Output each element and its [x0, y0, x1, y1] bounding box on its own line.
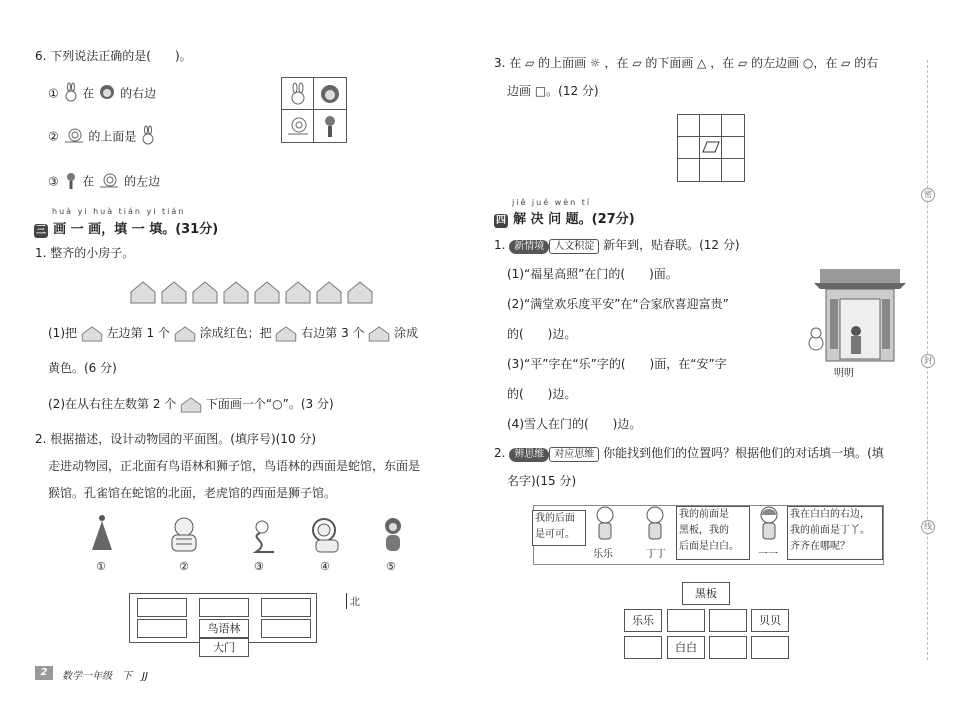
p1-sub4: (4)雪人在门的( )边。: [507, 417, 642, 431]
seat-empty-1[interactable]: [667, 609, 705, 632]
name-lele: 乐乐: [593, 549, 613, 560]
snail-icon: [63, 126, 85, 148]
parallelogram-icon: [702, 141, 720, 153]
speech-bubble-yiyi: 我在白白的右边， 我的前面是丁丫。 齐齐在哪呢？: [787, 506, 883, 560]
animal-label-1: ①: [96, 560, 106, 573]
p2-title-line1: 2. 辨思维 对应思维 你能找到他们的位置吗？根据他们的对话填一填。(填: [494, 446, 884, 460]
p1-sub2b: 的( )边。: [507, 327, 577, 341]
house-icon: [368, 326, 390, 342]
monkey-icon: [319, 82, 341, 106]
zoo-slot-2[interactable]: [199, 598, 249, 617]
section3-heading: 三 画 一 画，填 一 填。(31分): [36, 222, 219, 237]
animal-label-2: ②: [179, 560, 189, 573]
zoo-slot-4[interactable]: [137, 619, 187, 638]
house-icon: [174, 326, 196, 342]
snail-icon: [98, 171, 120, 193]
monkey-icon: [98, 82, 116, 106]
p1-sub2a: (2)“满堂欢乐度平安”在“合家欣喜迎富贵”: [507, 297, 729, 311]
q2-desc-line2: 猴馆。孔雀馆在蛇馆的北面，老虎馆的西面是狮子馆。: [48, 486, 337, 500]
snail-icon: [286, 114, 310, 138]
tag-correspondence: 对应思维: [549, 447, 599, 462]
q3-line1: 3. 在 ▱ 的上面画 ☼ ，在 ▱ 的下面画 △ ，在 ▱ 的左边画 ○，在 ▱ 的右: [494, 56, 879, 70]
seat-empty-4[interactable]: [709, 636, 747, 659]
q2-title: 2. 根据描述，设计动物园的平面图。(填序号)(10 分): [35, 432, 317, 446]
tag-culture: 人文积淀: [549, 239, 599, 254]
q1-part2: (2)在从右往左数第 2 个 下面画一个“○”。(3 分): [48, 397, 334, 411]
monkey-icon: [380, 516, 406, 554]
page-number: 2: [35, 666, 53, 680]
seal-mark-2: 封: [921, 354, 935, 368]
bird-forest-box: 鸟语林: [199, 619, 249, 638]
seat-empty-2[interactable]: [709, 609, 747, 632]
section3-pinyin: huà yi huà tián yi tián: [52, 207, 186, 216]
zoo-slot-3[interactable]: [261, 598, 311, 617]
name-dingding: 丁丁: [646, 549, 666, 560]
q6-title: 6. 下列说法正确的是( )。: [35, 49, 192, 63]
animal-grid: [281, 77, 347, 143]
snake-icon: [242, 518, 278, 556]
seat-empty-5[interactable]: [751, 636, 789, 659]
footer-text: 数学一年级 下 JJ: [62, 671, 148, 682]
q6-option-1[interactable]: ① 在 的右边: [48, 82, 156, 106]
speech-bubble-lele: 我的后面 是可可。: [532, 510, 586, 546]
animal-label-5: ⑤: [386, 560, 396, 573]
house-icon: [275, 326, 297, 342]
seat-empty-3[interactable]: [624, 636, 662, 659]
q6-option-2[interactable]: ② 的上面是: [48, 125, 156, 149]
q2-desc-line1: 走进动物园，正北面有鸟语林和狮子馆，鸟语林的西面是蛇馆，东面是: [48, 459, 421, 473]
seat-beibei: 贝贝: [751, 609, 789, 632]
p1-sub3a: (3)“平”字在“乐”字的( )面，在“安”字: [507, 357, 727, 371]
house-row: [129, 279, 379, 309]
blackboard-box: 黑板: [682, 582, 730, 605]
gate-box: 大门: [199, 638, 249, 657]
peacock-icon: [88, 512, 116, 554]
q1-title: 1. 整齐的小房子。: [35, 246, 135, 260]
boy-lele-icon: [594, 505, 616, 543]
q1-part1-line2: 黄色。(6 分): [48, 361, 117, 375]
section4-pinyin: jiě jué wèn tí: [512, 198, 592, 207]
p1-sub3b: 的( )边。: [507, 387, 577, 401]
seal-mark-1: 密: [921, 188, 935, 202]
zoo-slot-5[interactable]: [261, 619, 311, 638]
door-illustration: [804, 265, 916, 365]
q3-grid[interactable]: [677, 114, 745, 182]
rabbit-icon: [63, 82, 79, 106]
lion-icon: [308, 516, 344, 554]
name-yiyi: 一一: [758, 549, 778, 560]
section4-badge: 四: [496, 215, 506, 226]
house-icon: [81, 326, 103, 342]
mingming-caption: 明明: [834, 368, 854, 379]
zoo-slot-1[interactable]: [137, 598, 187, 617]
tag-thinking: 辨思维: [509, 448, 549, 462]
boy-dingding-icon: [644, 505, 666, 543]
rooster-icon: [320, 113, 340, 139]
p2-title-line2: 名字)(15 分): [507, 474, 577, 488]
house-icon: [180, 397, 202, 413]
rooster-icon: [63, 170, 79, 194]
girl-yiyi-icon: [758, 505, 780, 543]
seal-mark-3: 线: [921, 520, 935, 534]
seat-lele: 乐乐: [624, 609, 662, 632]
seat-baibai: 白白: [667, 636, 705, 659]
tiger-icon: [164, 515, 204, 555]
north-label: 北: [350, 597, 360, 608]
q1-part1-line1: (1)把 左边第 1 个 涂成红色；把 右边第 3 个 涂成: [48, 326, 419, 340]
north-arrow: [346, 593, 347, 609]
animal-label-3: ③: [254, 560, 264, 573]
q6-option-3[interactable]: ③ 在 的左边: [48, 170, 160, 194]
tag-new-scenario: 新情境: [509, 240, 549, 254]
animal-label-4: ④: [320, 560, 330, 573]
speech-bubble-dingding: 我的前面是 黑板，我的 后面是白白。: [676, 506, 750, 560]
rabbit-icon: [140, 125, 156, 149]
q3-line2: 边画 □。(12 分): [507, 84, 599, 98]
rabbit-icon: [288, 82, 308, 106]
section3-badge: 三: [36, 225, 46, 236]
p1-title: 1. 新情境 人文积淀 新年到，贴春联。(12 分): [494, 238, 740, 252]
section4-heading: 四 解 决 问 题。(27分): [496, 212, 635, 227]
p1-sub1: (1)“福星高照”在门的( )面。: [507, 267, 678, 281]
